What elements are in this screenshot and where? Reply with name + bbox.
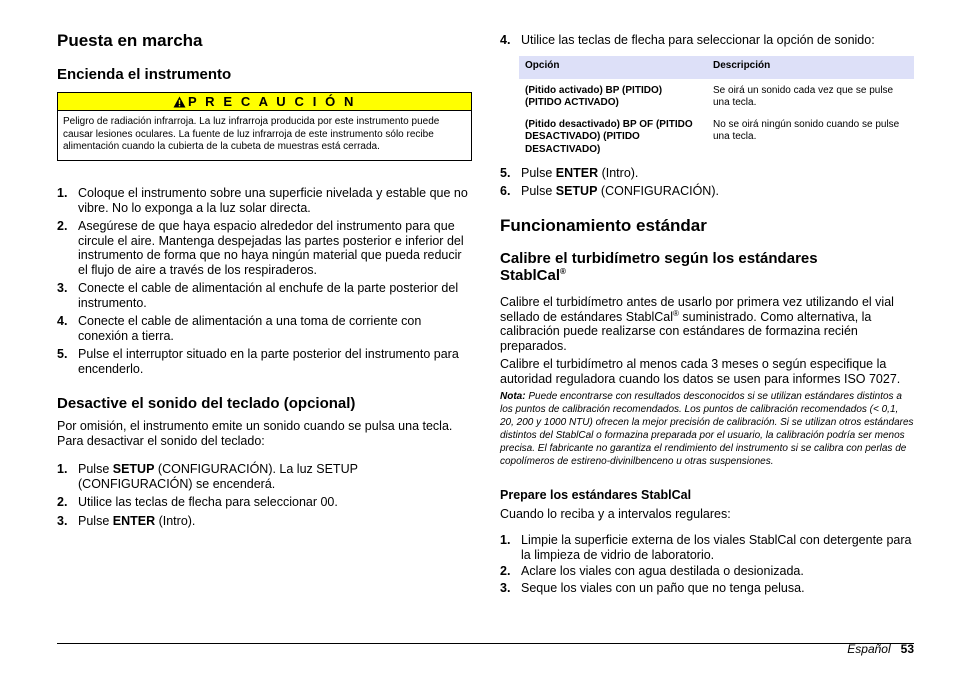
table-header-cell: Descripción (707, 56, 914, 79)
table-header-row (519, 56, 914, 79)
footer-language: Español (847, 642, 891, 656)
caution-box (57, 92, 472, 161)
calibration-paragraph-1: Calibre el turbidímetro antes de usarlo por primera vez utilizando el vial sellado de estándares StablCal® suministrado. Como alternativa, la calibración puede realizarse con estándares de formazina recién preparados. (500, 295, 894, 353)
warning-icon (173, 96, 186, 108)
table-cell: (Pitido activado) BP (PITIDO) (PITIDO ACTIVADO) (525, 84, 663, 108)
list-item: 2. Aclare los viales con agua destilada o desionizada. (500, 564, 804, 578)
sound-options-table (519, 56, 914, 159)
sound-intro: Por omisión, el instrumento emite un sonido cuando se pulsa una tecla. Para desactivar el sonido del teclado: (57, 419, 453, 448)
caution-text: Peligro de radiación infrarroja. La luz infrarroja producida por este instrumento puede causar lesiones oculares. La fuente de luz infrarroja de este instrumento sólo recibe alimentación cuando la cubierta de la cubeta de muestras está cerrada. (63, 116, 440, 152)
prepare-steps (500, 533, 914, 595)
table-cell: (Pitido desactivado) BP OF (PITIDO DESACTIVADO) (PITIDO DESACTIVADO) (525, 118, 693, 155)
page-title: Puesta en marcha (57, 31, 203, 50)
caution-header (58, 93, 471, 111)
page-number: 53 (900, 642, 914, 656)
sound-steps (57, 462, 470, 528)
list-item: 4. Conecte el cable de alimentación a una toma de corriente con conexión a tierra. (57, 314, 422, 343)
list-item: 5. Pulse el interruptor situado en la parte posterior del instrumento para encenderlo. (57, 347, 459, 376)
footer-rule (57, 643, 914, 644)
list-item: 5. Pulse ENTER (Intro). (500, 166, 639, 180)
section-heading-encienda: Encienda el instrumento (57, 66, 232, 83)
caution-label: P R E C A U C I Ó N (187, 94, 357, 109)
sound-steps-5-6 (500, 166, 914, 198)
table-row (519, 79, 914, 113)
list-item: 1. Coloque el instrumento sobre una superficie nivelada y estable que no vibre. No lo exponga a la luz solar directa. (57, 186, 468, 215)
power-on-steps (57, 186, 470, 376)
table-cell: No se oirá ningún sonido cuando se pulse una tecla. (713, 118, 900, 142)
list-item: 1. Limpie la superficie externa de los viales StablCal con detergente para la limpieza de vidrio de laboratorio. (500, 533, 912, 562)
table-row (519, 113, 914, 160)
list-item: 6. Pulse SETUP (CONFIGURACIÓN). (500, 183, 719, 198)
section-title-funcionamiento: Funcionamiento estándar (500, 216, 707, 235)
calibration-paragraph-2: Calibre el turbidímetro al menos cada 3 meses o según especifique la autoridad reguladora cuando los datos se usen para informes ISO 7027. (500, 357, 901, 386)
list-item: 3. Pulse ENTER (Intro). (57, 513, 196, 528)
list-item: 2. Utilice las teclas de flecha para seleccionar 00. (57, 495, 338, 509)
table-cell: Se oirá un sonido cada vez que se pulse una tecla. (713, 84, 894, 108)
table-header-cell: Opción (519, 56, 707, 79)
list-item: 2. Asegúrese de que haya espacio alrededor del instrumento para que circule el aire. Mantenga despejadas las partes posterior e inferior del instrumento de forma que no haya ningún material que pueda reducir el flujo de aire a través de los respiraderos. (57, 219, 464, 277)
section-heading-sonido: Desactive el sonido del teclado (opcional) (57, 395, 356, 412)
list-item: 3. Seque los viales con un paño que no tenga pelusa. (500, 580, 805, 595)
footer (847, 642, 914, 656)
list-item: 1. Pulse SETUP (CONFIGURACIÓN). La luz SETUP (CONFIGURACIÓN) se encenderá. (57, 462, 358, 491)
sound-step-4 (500, 33, 914, 48)
section-heading-prepare: Prepare los estándares StablCal (500, 488, 692, 502)
section-heading-calibre: Calibre el turbidímetro según los estándares StablCal® (500, 250, 818, 284)
list-item: 3. Conecte el cable de alimentación al enchufe de la parte posterior del instrumento. (57, 281, 459, 310)
list-item: 4. Utilice las teclas de flecha para seleccionar la opción de sonido: (500, 33, 875, 47)
prepare-intro: Cuando lo reciba y a intervalos regulares: (500, 507, 731, 521)
calibration-note: Nota: Puede encontrarse con resultados desconocidos si se utilizan estándares distintos a los puntos de calibración recomendados. Los puntos de calibración recomendados (< 0,1, 20, 200 y 1000 NTU) ofrecen la mejor precisión de calibración. Si se utilizan otros estándares distintos del StablCal o formazina preparada por el usuario, la calibración podría ser menos precisa. El fabricante no garantiza el rendimiento del instrumento si se calibra con perlas de copolímeros de estireno-divinilbenceno u otras suspensiones. (500, 391, 914, 467)
